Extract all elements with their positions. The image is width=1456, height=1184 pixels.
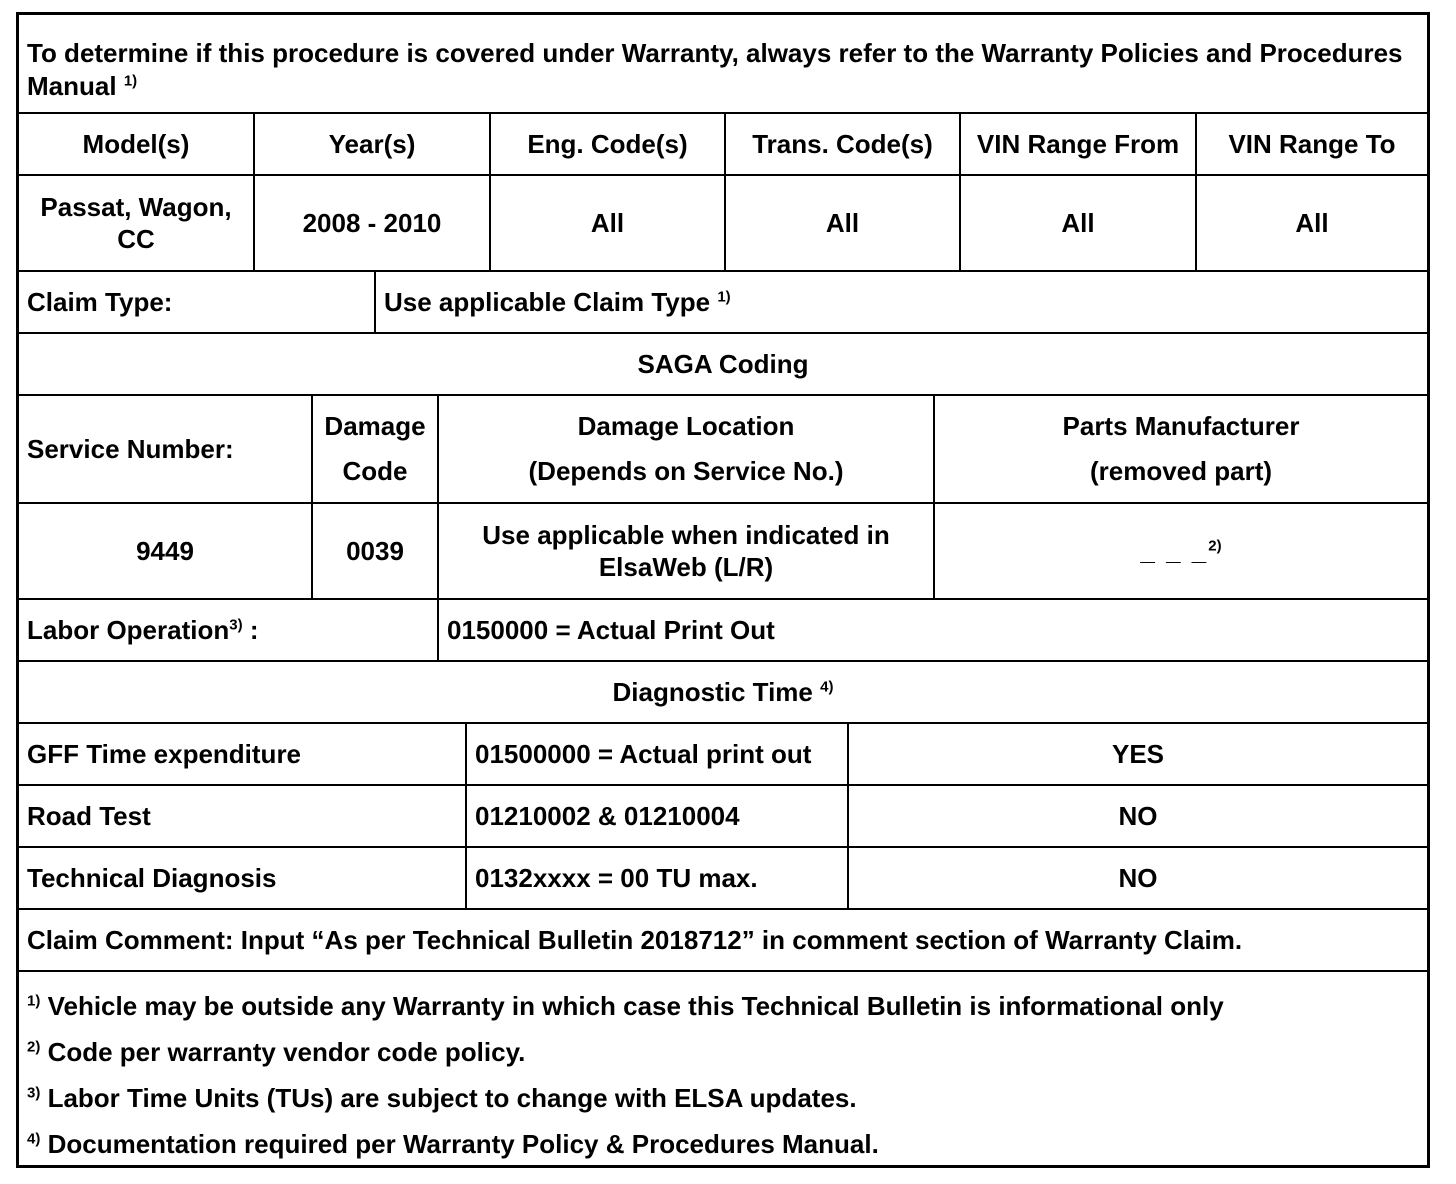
models-value: [19, 176, 255, 270]
saga-values-row: [19, 504, 1427, 600]
service-number-value: 9449: [19, 504, 313, 598]
diagnostic-value: NO: [1118, 800, 1158, 831]
claim-type-footnote-mark: 1): [717, 288, 731, 306]
footnotes: [19, 969, 1427, 1165]
diagnostic-row: [19, 786, 1427, 848]
header-vin-from: VIN Range From: [961, 114, 1197, 174]
parts-manufacturer-label: Parts Manufacturer (removed part): [1062, 411, 1300, 486]
parts-footnote-mark: 2): [1208, 537, 1222, 555]
labor-operation-label: Labor Operation$^{3)}$ :: [19, 600, 439, 660]
damage-location-label: Damage Location (Depends on Service No.): [439, 396, 935, 502]
claim-comment: Claim Comment: Input “As per Technical Bulletin 2018712” in comment section of Warranty Claim.: [27, 924, 1243, 955]
header-eng-codes: Eng. Code(s): [491, 114, 726, 174]
diagnostic-code: 01500000 = Actual print out: [467, 724, 849, 784]
parts-manufacturer-value: _ _ _$^{2)}$: [1140, 535, 1222, 566]
diagnostic-value: YES: [1111, 738, 1165, 769]
diagnostic-title: Diagnostic Time $^{4)}$: [612, 676, 834, 707]
vin-from-value: All: [961, 176, 1197, 270]
eng-codes-value: All: [491, 176, 726, 270]
intro-text: To determine if this procedure is covered under Warranty, always refer to the Warranty Policies and Procedures Manual $^{1)}$: [27, 38, 1403, 101]
claim-type-value: Use applicable Claim Type $^{1)}$: [384, 286, 731, 317]
years-value: 2008 - 2010: [255, 176, 491, 270]
labor-footnote-mark: 3): [229, 616, 243, 634]
saga-title: SAGA Coding: [637, 348, 809, 379]
diagnostic-name: Technical Diagnosis: [19, 848, 467, 908]
applicability-values-row: [19, 176, 1427, 272]
diagnostic-code: 0132xxxx = 00 TU max.: [467, 848, 849, 908]
vin-to-value: All: [1295, 207, 1329, 238]
labor-operation-value: 0150000 = Actual Print Out: [447, 614, 775, 645]
diagnostic-name: Road Test: [19, 786, 467, 846]
claim-type-label: Claim Type:: [19, 272, 376, 332]
damage-code-value: 0039: [313, 504, 439, 598]
diagnostic-value: NO: [1118, 862, 1158, 893]
saga-header-row: [19, 396, 1427, 504]
models-line-2: CC: [117, 224, 155, 254]
diagnostic-row: [19, 724, 1427, 786]
intro-footnote-mark: 1): [123, 71, 138, 89]
footnote: $^{2)}$ Code per warranty vendor code policy.: [27, 1037, 526, 1067]
service-number-label: Service Number:: [19, 396, 313, 502]
footnote: $^{3)}$ Labor Time Units (TUs) are subject to change with ELSA updates.: [27, 1083, 857, 1113]
damage-location-value: Use applicable when indicated in ElsaWeb (L/R): [439, 504, 935, 598]
diagnostic-title-row: [19, 662, 1427, 724]
diagnostic-name: GFF Time expenditure: [19, 724, 467, 784]
footnote: $^{1)}$ Vehicle may be outside any Warranty in which case this Technical Bulletin is informational only: [27, 991, 1224, 1021]
claim-type-row: [19, 272, 1427, 334]
labor-operation-row: [19, 600, 1427, 662]
applicability-header-row: [19, 114, 1427, 176]
intro-row: [19, 15, 1427, 114]
warranty-table: [16, 12, 1430, 1168]
diagnostic-code: 01210002 & 01210004: [467, 786, 849, 846]
header-models: Model(s): [19, 114, 255, 174]
header-vin-to: VIN Range To: [1228, 128, 1396, 159]
damage-code-label: Damage Code: [313, 396, 439, 502]
models-line-1: Passat, Wagon,: [40, 191, 232, 222]
diagnostic-row: [19, 848, 1427, 910]
footnote: $^{4)}$ Documentation required per Warranty Policy & Procedures Manual.: [27, 1129, 879, 1159]
claim-comment-row: [19, 910, 1427, 972]
intro-cell: [19, 15, 1427, 112]
trans-codes-value: All: [726, 176, 961, 270]
header-years: Year(s): [255, 114, 491, 174]
diagnostic-footnote-mark: 4): [820, 678, 834, 696]
saga-title-row: [19, 334, 1427, 396]
header-trans-codes: Trans. Code(s): [726, 114, 961, 174]
